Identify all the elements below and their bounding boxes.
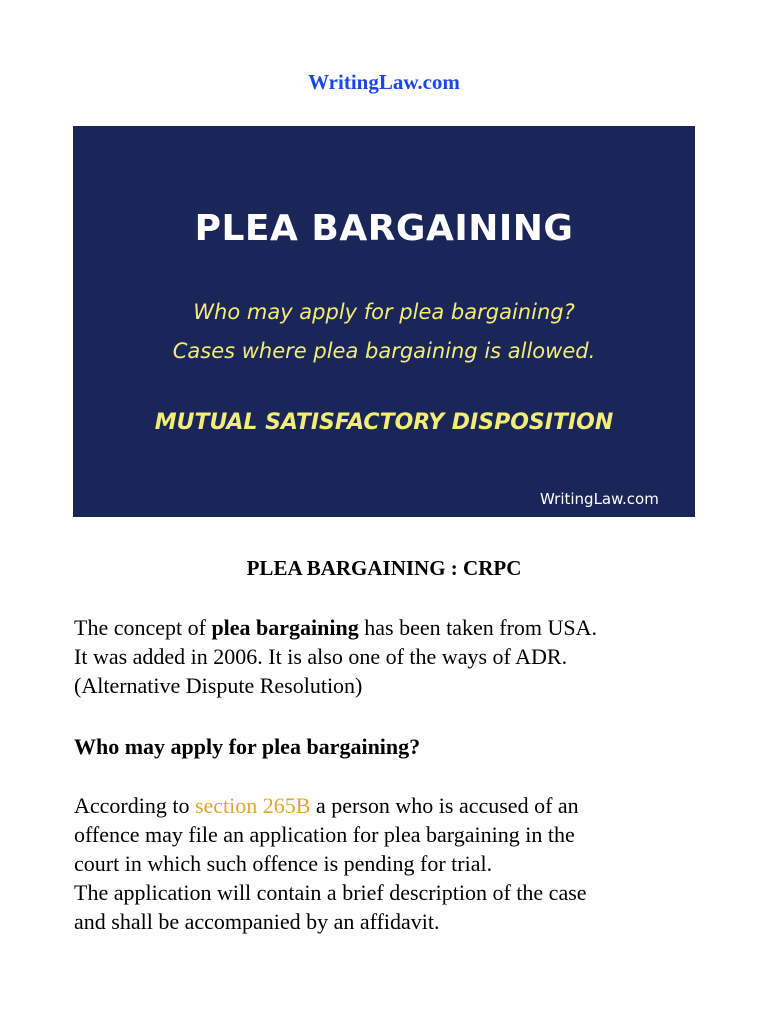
intro-line-3: (Alternative Dispute Resolution) <box>74 673 363 698</box>
application-paragraph <box>74 791 714 936</box>
application-text-before: According to <box>74 793 195 818</box>
application-line-1 <box>74 791 714 820</box>
site-link[interactable]: WritingLaw.com <box>308 70 460 94</box>
application-line-2: offence may file an application for plea bargaining in the <box>74 822 575 847</box>
application-line-4: The application will contain a brief description of the case <box>74 880 587 905</box>
intro-line-1 <box>74 613 714 642</box>
banner-title: PLEA BARGAINING <box>194 208 574 249</box>
application-line-5: and shall be accompanied by an affidavit. <box>74 909 440 934</box>
banner-line-who-may-apply: Who may apply for plea bargaining? <box>193 300 575 324</box>
banner-line-cases-allowed: Cases where plea bargaining is allowed. <box>172 339 596 363</box>
section-265b-link[interactable]: section 265B <box>194 793 311 818</box>
intro-text-after: has been taken from USA. <box>358 615 598 640</box>
application-text-after: a person who is accused of an <box>310 793 579 818</box>
application-line-3: court in which such offence is pending for trial. <box>74 851 493 876</box>
banner-watermark: WritingLaw.com <box>540 490 659 508</box>
intro-line-2: It was added in 2006. It is also one of the ways of ADR. <box>74 644 568 669</box>
intro-text-before: The concept of <box>74 615 212 640</box>
intro-paragraph <box>74 613 714 700</box>
plea-bargaining-bold-term: plea bargaining <box>211 615 359 640</box>
banner-line-mutual-disposition: MUTUAL SATISFACTORY DISPOSITION <box>154 410 614 435</box>
subheading-who-may-apply: Who may apply for plea bargaining? <box>74 734 421 759</box>
document-heading: PLEA BARGAINING : CRPC <box>246 556 522 580</box>
